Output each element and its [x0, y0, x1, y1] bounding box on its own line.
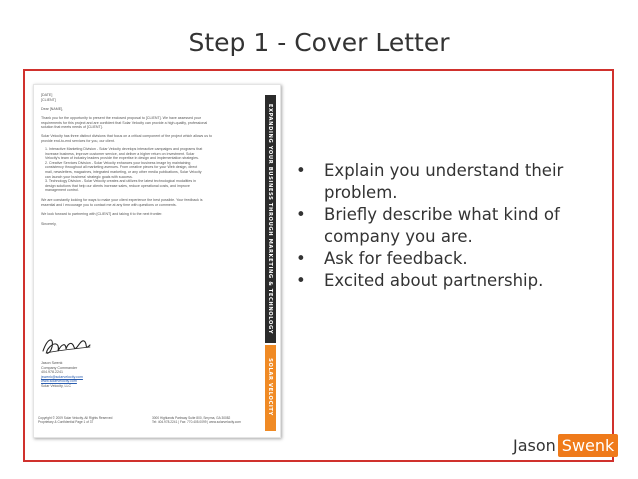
letter-division-line: can launch your business' strategic goals with success. — [45, 174, 133, 179]
jason-swenk-logo — [513, 432, 618, 458]
bullet-icon: • — [296, 271, 306, 290]
letter-footer-contact: Tel: 404.978.2241 | Fax: 770.405.0099 | www.solarvelocity.com — [152, 420, 241, 425]
bullet-item — [290, 248, 600, 270]
cover-letter-image — [33, 84, 281, 438]
logo-first-name: Jason — [513, 435, 556, 455]
letter-brand-strip — [265, 95, 276, 431]
letter-forward-line: We look forward to partnering with [CLIENT] and taking it to the next frontier. — [41, 212, 163, 216]
letter-division-line: 3. Technology Division - Solar Velocity creates and utilizes the latest technological modalities in — [45, 179, 196, 184]
bullet-icon: • — [296, 249, 306, 268]
bullet-icon: • — [296, 205, 306, 224]
bullet-text: Excited about partnership. — [324, 271, 544, 290]
letter-signer-email: jswenk@solarvelocity.com — [41, 374, 83, 379]
letter-signer-phone: 404.978.2241 — [41, 370, 63, 375]
letter-brand-name: SOLAR VELOCITY — [267, 358, 273, 416]
letter-signer-website: www.solarvelocity.com — [41, 379, 77, 384]
letter-division-line: 1. Interactive Marketing Division - Solar Velocity develops interactive campaigns and programs that — [45, 147, 203, 151]
letter-division-line: 2. Creative Services Division - Solar Velocity enhances your business image by maintaining — [45, 160, 191, 165]
letter-signer-title: Company Commander — [41, 365, 78, 370]
letter-signoff: Sincerely, — [41, 222, 57, 226]
letter-division-line: design solutions that help our clients increase sales, reduce operational costs, and improve — [45, 183, 190, 188]
letter-division-line: mail, newsletters, magazines, integrated marketing, or any other media publications, Solar Velocity — [45, 170, 202, 174]
letter-footer-left — [38, 416, 112, 424]
letter-salutation: Dear [NAME], — [41, 107, 64, 111]
letter-division-line: Velocity's team of industry leaders provide the expertise in design and implementation strategies. — [45, 156, 199, 161]
bullet-item — [290, 204, 600, 248]
bullet-icon: • — [296, 161, 306, 180]
letter-division-line: consistency throughout all marketing avenues. From creative pieces for your Web design, direct — [45, 165, 198, 170]
logo-last-name: Swenk — [558, 434, 619, 457]
letter-date: [DATE] — [41, 93, 53, 97]
bullet-text: Briefly describe what kind of company you are. — [324, 205, 560, 246]
letter-intro-line: Thank you for the opportunity to present the enclosed proposal to [CLIENT]. We have assessed your — [41, 116, 201, 120]
letter-footer-right — [152, 416, 241, 424]
slide-title: Step 1 - Cover Letter — [188, 28, 450, 57]
letter-division-line: management control. — [45, 188, 79, 193]
letter-footer-page: Proprietary & Confidential Page 1 of 37 — [38, 420, 94, 425]
bullet-list — [290, 160, 600, 292]
bullet-item — [290, 270, 600, 292]
bullet-item — [290, 160, 600, 204]
letter-divisions-intro-line: provide end-to-end services for you, our client. — [41, 138, 115, 143]
bullet-text: Explain you understand their problem. — [324, 161, 564, 202]
letter-signer-company: Solar Velocity, LLC — [41, 384, 72, 388]
letter-client: [CLIENT] — [41, 97, 56, 102]
letter-division-line: increase business, improve customer service, and deliver a higher return on investment. Solar — [45, 151, 195, 156]
bullet-text: Ask for feedback. — [324, 249, 468, 268]
letter-tagline: EXPANDING YOUR BUSINESS THROUGH MARKETING & TECHNOLOGY — [267, 103, 273, 335]
letter-intro-line: solution that meets needs of [CLIENT]. — [41, 125, 103, 130]
letter-divisions-intro-line: Solar Velocity has three distinct divisions that focus on a critical component of the project which allows us to — [41, 134, 212, 138]
letter-closing-line: essential and I encourage you to contact me at any time with questions or comments. — [41, 202, 177, 207]
letter-intro-line: requirements for this project and are confident that Solar Velocity can provide a high-quality, professional — [41, 120, 208, 125]
letter-footer-address: 3000 Highlands Parkway Suite 800, Smyrna, GA 30082 — [152, 416, 231, 420]
letter-signer-name: Jason Swenk — [41, 361, 63, 365]
letter-footer-copyright: Copyright © 2009 Solar Velocity. All Rights Reserved — [38, 416, 113, 420]
letter-closing-line: We are constantly looking for ways to make your client experience the best possible. Your feedback is — [41, 198, 203, 202]
signature-icon — [40, 333, 94, 359]
